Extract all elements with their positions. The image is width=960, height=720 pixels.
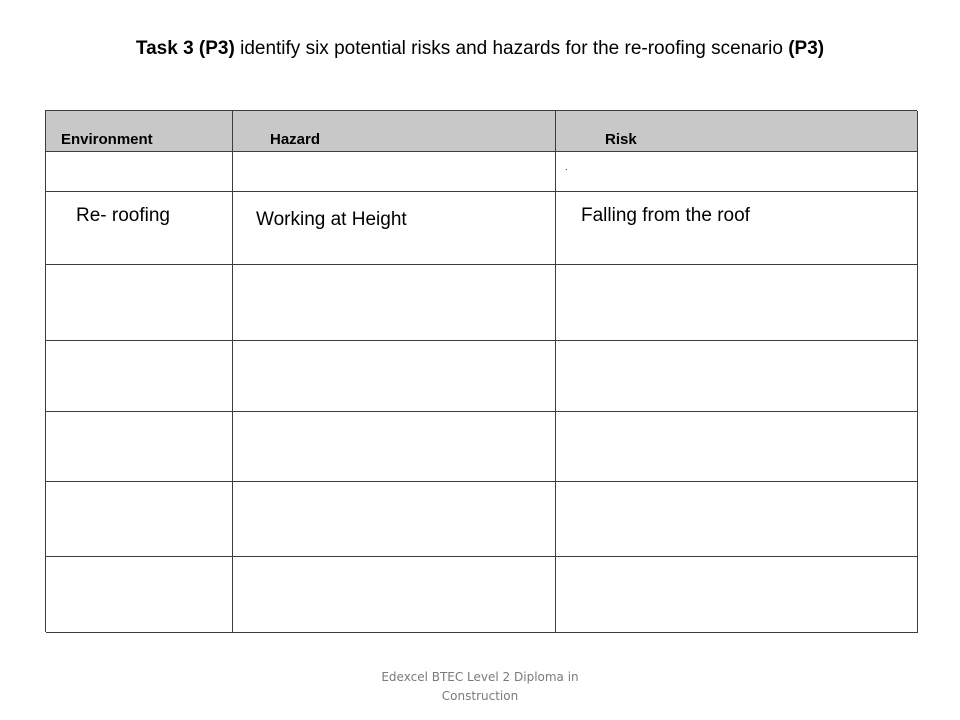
table-row [46, 152, 918, 192]
table-row [46, 412, 918, 482]
footer [330, 668, 630, 706]
table-cell [233, 482, 556, 557]
table-cell [46, 192, 233, 265]
task-title-text: identify six potential risks and hazards for the re-roofing scenario [234, 38, 789, 59]
header-cell-hazard [233, 111, 556, 152]
entry-environment: Re- roofing [76, 205, 170, 226]
table-cell [46, 557, 233, 633]
task-title-suffix: (P3) [788, 38, 825, 59]
row-mark: . [565, 162, 568, 172]
task-title-prefix: Task 3 (P3) [135, 38, 235, 59]
risk-table [45, 110, 917, 632]
table-cell [556, 557, 918, 633]
table-cell [46, 265, 233, 341]
table-cell [233, 557, 556, 633]
table-row [46, 192, 918, 265]
entry-hazard: Working at Height [256, 209, 407, 230]
table-cell [46, 341, 233, 412]
entry-risk: Falling from the roof [581, 205, 750, 226]
task-title [0, 38, 960, 60]
table-cell [556, 192, 918, 265]
table-row [46, 557, 918, 633]
table-cell [556, 412, 918, 482]
table-row [46, 341, 918, 412]
header-risk: Risk [605, 131, 637, 148]
table-header-row [46, 111, 918, 152]
table-cell [46, 482, 233, 557]
footer-line-1: Edexcel BTEC Level 2 Diploma in [381, 670, 579, 684]
table-cell [556, 265, 918, 341]
table-cell [233, 152, 556, 192]
table-row [46, 482, 918, 557]
table-cell [233, 341, 556, 412]
table-cell [46, 152, 233, 192]
header-hazard: Hazard [270, 131, 321, 148]
table-cell [233, 265, 556, 341]
footer-line-2: Construction [441, 689, 519, 703]
table-cell [556, 482, 918, 557]
table-row [46, 265, 918, 341]
header-cell-risk [556, 111, 918, 152]
table-cell [556, 152, 918, 192]
table-cell [233, 192, 556, 265]
table-cell [233, 412, 556, 482]
header-cell-environment [46, 111, 233, 152]
table-cell [46, 412, 233, 482]
header-environment: Environment [61, 131, 153, 148]
table-cell [556, 341, 918, 412]
